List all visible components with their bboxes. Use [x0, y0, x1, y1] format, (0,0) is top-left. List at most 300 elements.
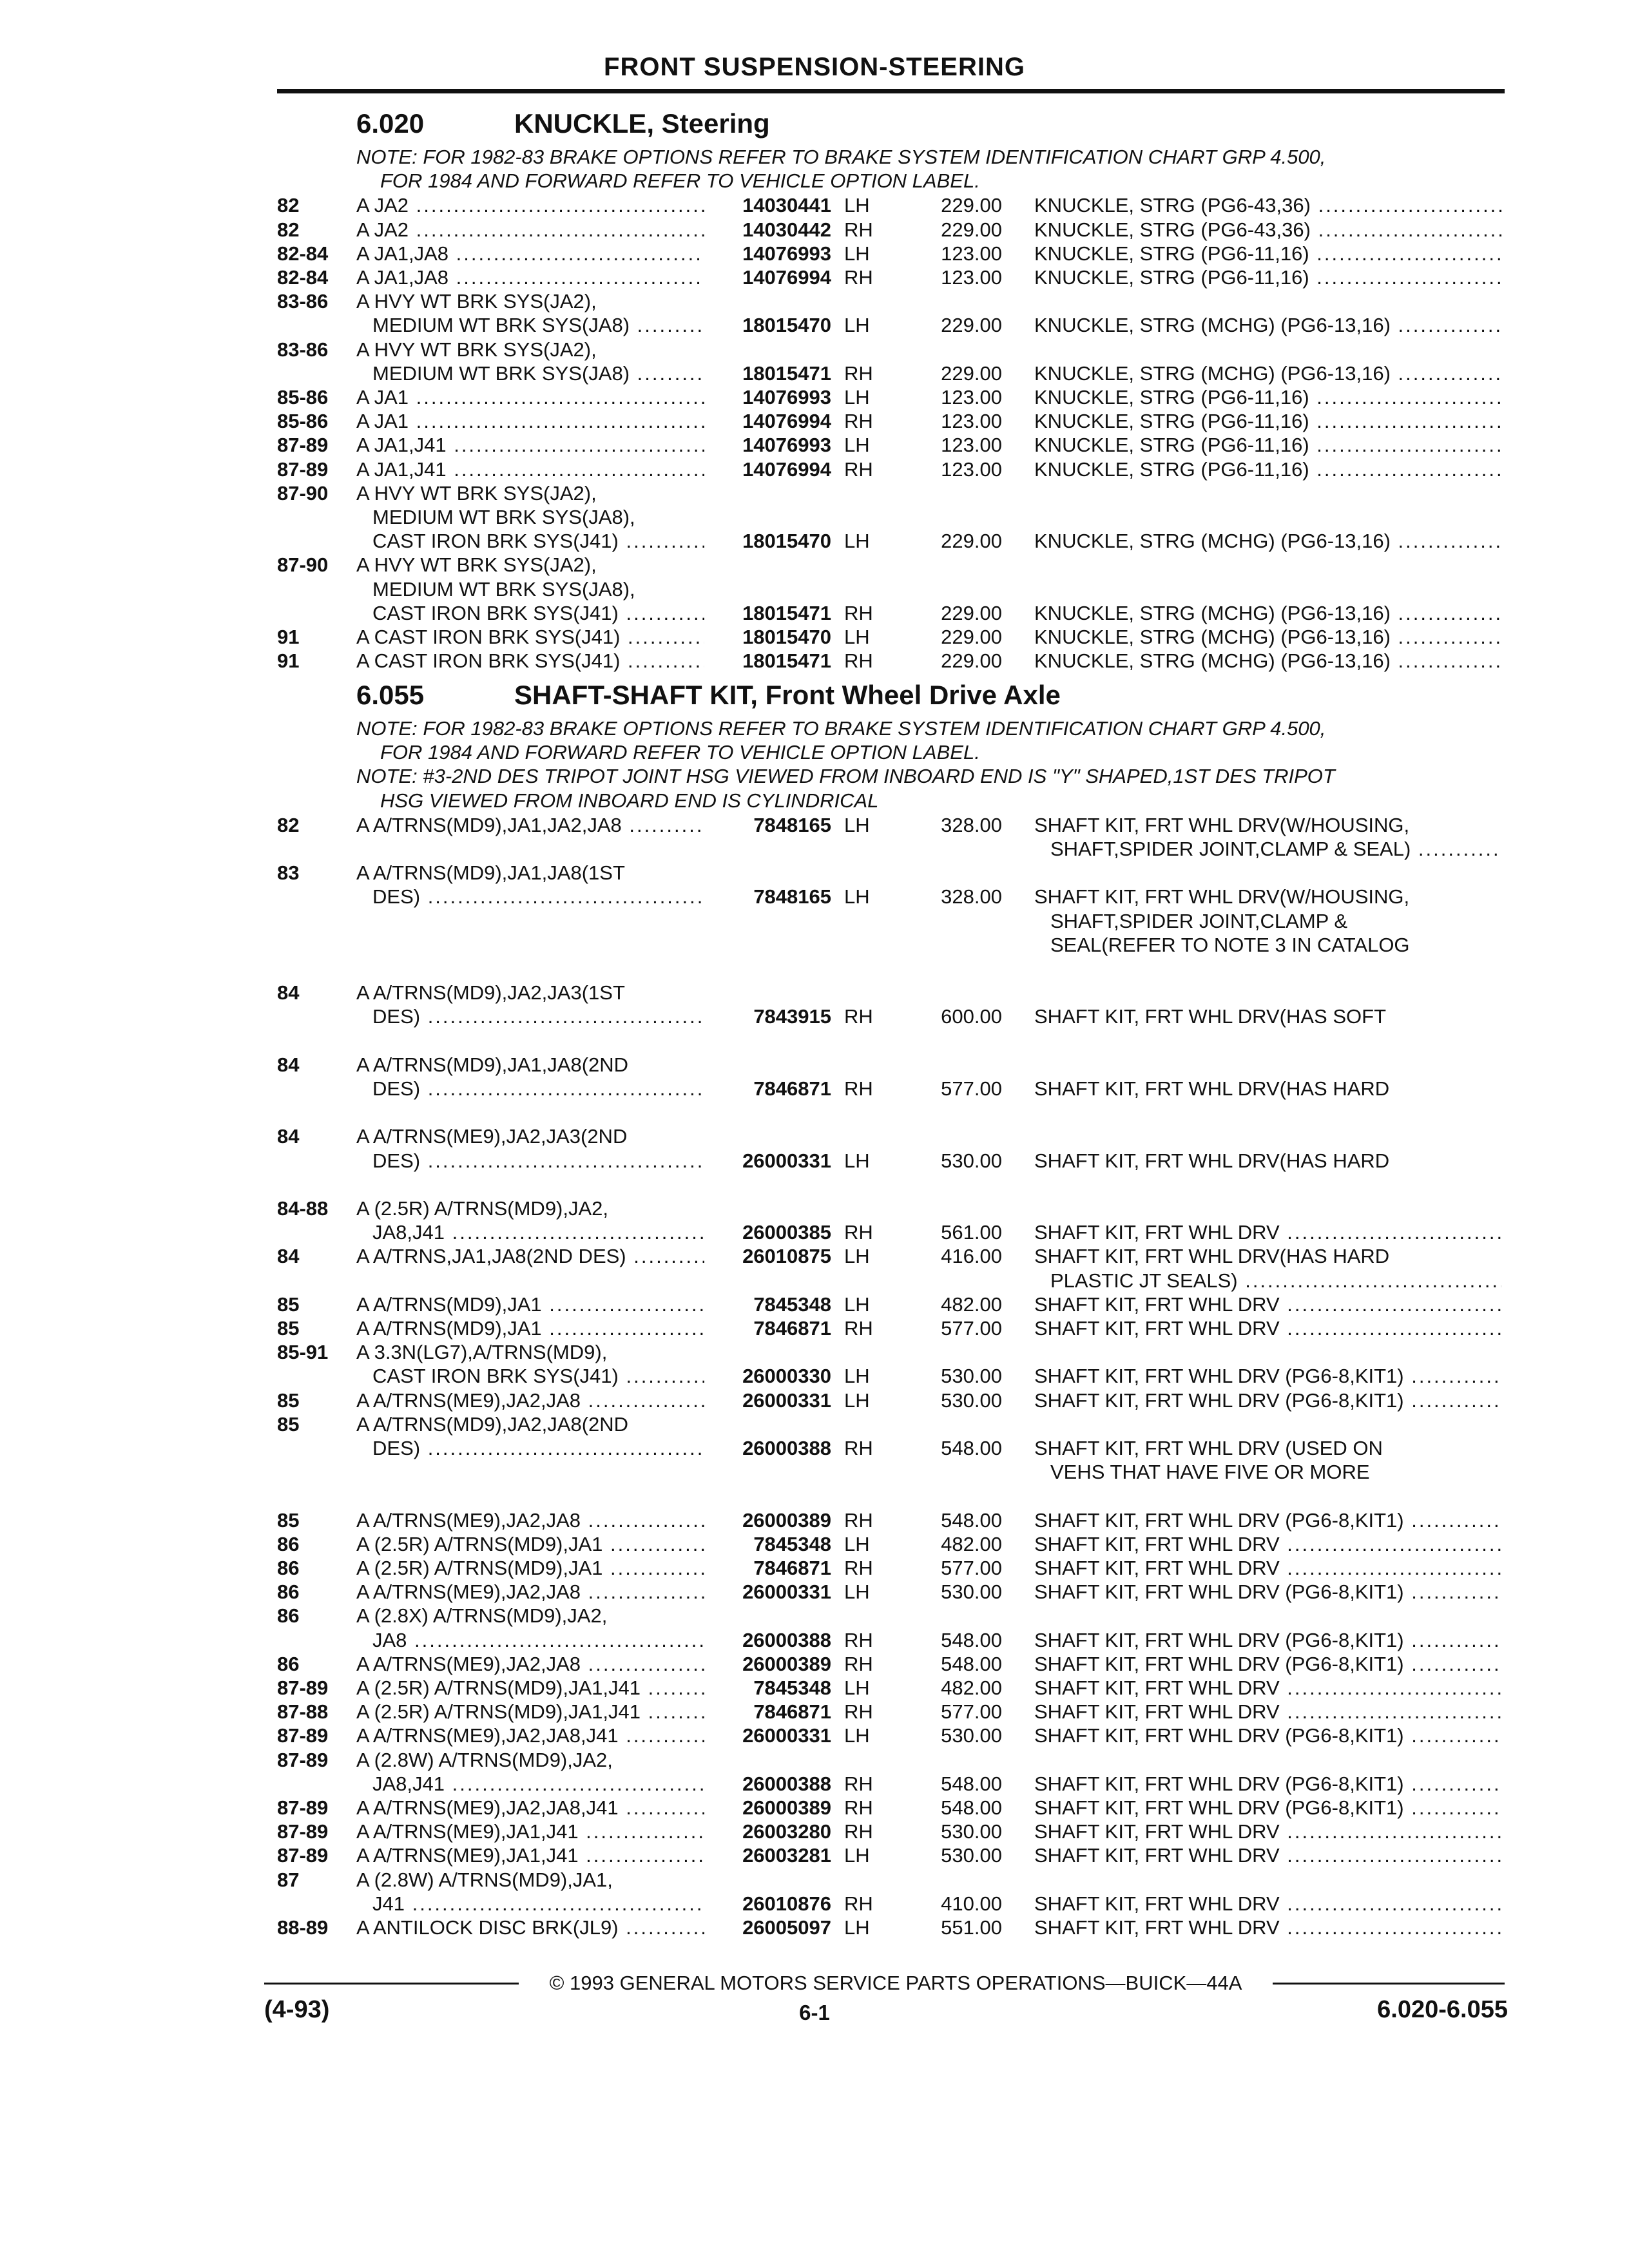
- price: 530.00: [941, 1149, 1002, 1172]
- model-application: A A/TRNS(MD9),JA1 .....: [356, 1316, 704, 1340]
- part-number: 18015471: [742, 649, 831, 673]
- part-number: 14076993: [742, 434, 831, 457]
- model-application: A A/TRNS(ME9),JA1,J41 .....: [356, 1820, 704, 1843]
- side: LH: [844, 1293, 870, 1316]
- price: 548.00: [941, 1628, 1002, 1651]
- part-description: KNUCKLE, STRG (PG6-43,36) .....: [1034, 218, 1501, 242]
- model-application: A A/TRNS(ME9),JA2,JA8 .....: [356, 1389, 704, 1412]
- table-row: [0, 1916, 1629, 1939]
- model-year: 85-86: [277, 386, 329, 408]
- model-application: CAST IRON BRK SYS(J41) .....: [372, 1364, 704, 1388]
- table-row: [0, 553, 1629, 577]
- table-row: [0, 1220, 1629, 1244]
- model-application: A ANTILOCK DISC BRK(JL9) .....: [356, 1916, 704, 1939]
- table-row: [0, 813, 1629, 837]
- model-year: 87: [277, 1868, 300, 1891]
- model-application: DES) .....: [372, 1149, 704, 1173]
- price: 530.00: [941, 1844, 1002, 1867]
- footer-copyright: © 1993 GENERAL MOTORS SERVICE PARTS OPERATIONS—BUICK—44A: [549, 1972, 1242, 1994]
- part-number: 18015471: [742, 601, 831, 624]
- side: RH: [844, 1652, 873, 1675]
- table-row: [0, 1196, 1629, 1220]
- price: 551.00: [941, 1916, 1002, 1939]
- table-row: [0, 1389, 1629, 1412]
- table-row: [0, 625, 1629, 649]
- part-description: SHAFT KIT, FRT WHL DRV .....: [1034, 1820, 1501, 1843]
- table-row: [0, 1748, 1629, 1772]
- part-number: 14030441: [742, 194, 831, 217]
- model-year: 87-90: [277, 481, 329, 505]
- model-application: DES) .....: [372, 885, 704, 908]
- price: 600.00: [941, 1005, 1002, 1028]
- side: RH: [844, 1437, 873, 1459]
- price: 229.00: [941, 530, 1002, 553]
- model-year: 83-86: [277, 290, 329, 313]
- price: 530.00: [941, 1389, 1002, 1412]
- model-application: J41 .....: [372, 1892, 704, 1916]
- part-description: PLASTIC JT SEALS) .....: [1050, 1269, 1501, 1293]
- model-application: A (2.5R) A/TRNS(MD9),JA1,J41 .....: [356, 1700, 704, 1724]
- model-application: A JA1 .....: [356, 409, 704, 433]
- price: 482.00: [941, 1677, 1002, 1699]
- model-application: A CAST IRON BRK SYS(J41) .....: [356, 625, 704, 649]
- section-title: [356, 108, 770, 139]
- side: RH: [844, 1221, 873, 1244]
- table-row: [0, 1436, 1629, 1460]
- side: RH: [844, 1508, 873, 1532]
- model-application: A HVY WT BRK SYS(JA2),: [356, 553, 597, 577]
- part-number: 7845348: [753, 1293, 831, 1316]
- model-year: 87-89: [277, 1724, 329, 1747]
- part-description: SHAFT KIT, FRT WHL DRV .....: [1034, 1676, 1501, 1700]
- side: LH: [844, 314, 870, 337]
- model-year: 85: [277, 1389, 300, 1412]
- model-application: A A/TRNS(MD9),JA2,JA3(1ST: [356, 981, 625, 1004]
- part-description: SHAFT KIT, FRT WHL DRV (PG6-8,KIT1) .....: [1034, 1364, 1501, 1388]
- table-row: [0, 1364, 1629, 1388]
- price: 123.00: [941, 457, 1002, 481]
- price: 482.00: [941, 1293, 1002, 1316]
- model-application: JA8,J41 .....: [372, 1220, 704, 1244]
- part-number: 14076994: [742, 457, 831, 481]
- model-year: 85: [277, 1412, 300, 1436]
- model-application: MEDIUM WT BRK SYS(JA8) .....: [372, 313, 704, 337]
- part-description: SHAFT KIT, FRT WHL DRV .....: [1034, 1556, 1501, 1580]
- model-year: 87-89: [277, 434, 329, 457]
- model-year: 87-88: [277, 1700, 329, 1724]
- model-year: 87-89: [277, 457, 329, 481]
- section-note: NOTE: #3-2ND DES TRIPOT JOINT HSG VIEWED FROM INBOARD END IS "Y" SHAPED,1ST DES TRIPOT: [356, 765, 1335, 788]
- price: 561.00: [941, 1221, 1002, 1244]
- side: RH: [844, 1317, 873, 1340]
- side: LH: [844, 434, 870, 457]
- table-row: [0, 1700, 1629, 1724]
- model-application: JA8 .....: [372, 1628, 704, 1652]
- model-year: 86: [277, 1581, 300, 1604]
- part-number: 26000388: [742, 1437, 831, 1459]
- part-description: SHAFT KIT, FRT WHL DRV (PG6-8,KIT1) .....: [1034, 1628, 1501, 1652]
- model-application: MEDIUM WT BRK SYS(JA8) .....: [372, 361, 704, 385]
- section-title: [356, 680, 1061, 711]
- part-description: SHAFT KIT, FRT WHL DRV .....: [1034, 1916, 1501, 1939]
- part-number: 26000331: [742, 1149, 831, 1172]
- part-description: KNUCKLE, STRG (PG6-11,16) .....: [1034, 457, 1501, 481]
- part-description: SHAFT KIT, FRT WHL DRV(HAS HARD: [1034, 1149, 1390, 1172]
- price: 577.00: [941, 1700, 1002, 1724]
- side: RH: [844, 1892, 873, 1915]
- model-year: 84: [277, 1053, 300, 1076]
- model-application: A JA1,J41 .....: [356, 457, 704, 481]
- table-row: [0, 1724, 1629, 1747]
- side: RH: [844, 361, 873, 385]
- part-description: KNUCKLE, STRG (PG6-11,16) .....: [1034, 385, 1501, 409]
- model-year: 85: [277, 1508, 300, 1532]
- side: RH: [844, 1628, 873, 1651]
- model-application: A A/TRNS(ME9),JA1,J41 .....: [356, 1843, 704, 1867]
- model-year: 91: [277, 626, 300, 648]
- table-row: [0, 1868, 1629, 1892]
- side: RH: [844, 410, 873, 433]
- part-description: SHAFT,SPIDER JOINT,CLAMP &: [1050, 909, 1348, 932]
- model-year: 85-86: [277, 410, 329, 433]
- part-number: 7843915: [753, 1005, 831, 1028]
- part-description: SHAFT KIT, FRT WHL DRV (PG6-8,KIT1) .....: [1034, 1796, 1501, 1820]
- table-row: [0, 481, 1629, 505]
- price: 123.00: [941, 266, 1002, 289]
- model-application: A (2.5R) A/TRNS(MD9),JA1,J41 .....: [356, 1676, 704, 1700]
- price: 577.00: [941, 1077, 1002, 1100]
- section-note: HSG VIEWED FROM INBOARD END IS CYLINDRICAL: [380, 789, 879, 812]
- part-description: SHAFT KIT, FRT WHL DRV (PG6-8,KIT1) .....: [1034, 1772, 1501, 1796]
- model-year: 84-88: [277, 1197, 329, 1220]
- part-description: SHAFT KIT, FRT WHL DRV(W/HOUSING,: [1034, 885, 1410, 908]
- part-number: 7848165: [753, 813, 831, 836]
- model-year: 84: [277, 981, 300, 1004]
- part-description: SHAFT KIT, FRT WHL DRV (PG6-8,KIT1) .....: [1034, 1580, 1501, 1604]
- model-application: MEDIUM WT BRK SYS(JA8),: [372, 577, 635, 601]
- part-description: KNUCKLE, STRG (MCHG) (PG6-13,16) .....: [1034, 649, 1501, 673]
- model-year: 82: [277, 194, 300, 217]
- part-number: 18015470: [742, 314, 831, 337]
- price: 123.00: [941, 434, 1002, 457]
- model-application: A A/TRNS(MD9),JA1,JA8(1ST: [356, 861, 625, 885]
- side: RH: [844, 1796, 873, 1819]
- table-row: [0, 242, 1629, 265]
- model-year: 86: [277, 1557, 300, 1579]
- table-row: [0, 1316, 1629, 1340]
- part-number: 26003280: [742, 1820, 831, 1843]
- part-description: SHAFT KIT, FRT WHL DRV .....: [1034, 1316, 1501, 1340]
- side: RH: [844, 1820, 873, 1843]
- price: 577.00: [941, 1557, 1002, 1579]
- model-application: A (2.5R) A/TRNS(MD9),JA1 .....: [356, 1532, 704, 1556]
- price: 548.00: [941, 1437, 1002, 1459]
- price: 548.00: [941, 1652, 1002, 1675]
- part-number: 14076993: [742, 386, 831, 408]
- part-description: SHAFT KIT, FRT WHL DRV .....: [1034, 1892, 1501, 1916]
- price: 410.00: [941, 1892, 1002, 1915]
- part-number: 18015470: [742, 530, 831, 553]
- table-row: [0, 909, 1629, 933]
- part-description: SHAFT KIT, FRT WHL DRV (USED ON: [1034, 1437, 1383, 1459]
- side: LH: [844, 1149, 870, 1172]
- part-number: 26000389: [742, 1796, 831, 1819]
- side: LH: [844, 242, 870, 265]
- side: RH: [844, 1077, 873, 1100]
- model-application: CAST IRON BRK SYS(J41) .....: [372, 529, 704, 553]
- price: 328.00: [941, 813, 1002, 836]
- model-application: A JA2 .....: [356, 218, 704, 242]
- part-description: SHAFT KIT, FRT WHL DRV .....: [1034, 1293, 1501, 1316]
- table-row: [0, 457, 1629, 481]
- price: 548.00: [941, 1772, 1002, 1795]
- model-application: A JA1,JA8 .....: [356, 242, 704, 265]
- part-description: SHAFT KIT, FRT WHL DRV .....: [1034, 1532, 1501, 1556]
- price: 229.00: [941, 218, 1002, 241]
- footer-section-range: 6.020-6.055: [1377, 1996, 1508, 2023]
- part-number: 7846871: [753, 1557, 831, 1579]
- side: RH: [844, 1557, 873, 1579]
- footer-rule-left: [264, 1983, 519, 1984]
- price: 416.00: [941, 1245, 1002, 1268]
- model-application: A A/TRNS(MD9),JA2,JA8(2ND: [356, 1412, 629, 1436]
- table-row: [0, 1244, 1629, 1268]
- part-description: SHAFT,SPIDER JOINT,CLAMP & SEAL) .....: [1050, 837, 1501, 861]
- model-application: A JA1,JA8 .....: [356, 265, 704, 289]
- part-description: KNUCKLE, STRG (PG6-11,16) .....: [1034, 265, 1501, 289]
- model-application: A 3.3N(LG7),A/TRNS(MD9),: [356, 1341, 608, 1364]
- part-number: 26000389: [742, 1652, 831, 1675]
- model-year: 91: [277, 649, 300, 673]
- side: LH: [844, 1844, 870, 1867]
- price: 229.00: [941, 361, 1002, 385]
- section-note: FOR 1984 AND FORWARD REFER TO VEHICLE OPTION LABEL.: [380, 741, 980, 764]
- header-rule: [277, 89, 1505, 93]
- page-title: FRONT SUSPENSION-STEERING: [604, 53, 1025, 81]
- part-number: 26000330: [742, 1365, 831, 1388]
- table-row: [0, 1293, 1629, 1316]
- model-year: 82-84: [277, 266, 329, 289]
- table-row: [0, 1149, 1629, 1173]
- table-row: [0, 1269, 1629, 1293]
- model-application: DES) .....: [372, 1077, 704, 1100]
- table-row: [0, 1820, 1629, 1843]
- table-row: [0, 1843, 1629, 1867]
- part-number: 26000388: [742, 1772, 831, 1795]
- section-name: SHAFT-SHAFT KIT, Front Wheel Drive Axle: [514, 680, 1061, 710]
- side: LH: [844, 194, 870, 217]
- part-number: 26005097: [742, 1916, 831, 1939]
- part-description: SEAL(REFER TO NOTE 3 IN CATALOG: [1050, 933, 1410, 956]
- part-number: 26000331: [742, 1581, 831, 1604]
- table-row: [0, 1124, 1629, 1148]
- side: LH: [844, 1724, 870, 1747]
- model-application: A HVY WT BRK SYS(JA2),: [356, 290, 597, 313]
- table-row: [0, 601, 1629, 625]
- model-year: 82-84: [277, 242, 329, 265]
- table-row: [0, 861, 1629, 885]
- part-number: 26000389: [742, 1508, 831, 1532]
- part-number: 26010876: [742, 1892, 831, 1915]
- part-number: 14076993: [742, 242, 831, 265]
- part-number: 18015471: [742, 361, 831, 385]
- model-year: 87-89: [277, 1844, 329, 1867]
- part-description: VEHS THAT HAVE FIVE OR MORE: [1050, 1461, 1370, 1484]
- side: LH: [844, 813, 870, 836]
- part-number: 7846871: [753, 1700, 831, 1724]
- price: 530.00: [941, 1724, 1002, 1747]
- table-row: [0, 1892, 1629, 1916]
- side: LH: [844, 1245, 870, 1268]
- price: 328.00: [941, 885, 1002, 908]
- part-number: 7845348: [753, 1532, 831, 1555]
- section-number: 6.055: [356, 680, 425, 710]
- table-row: [0, 338, 1629, 361]
- price: 530.00: [941, 1581, 1002, 1604]
- table-row: [0, 218, 1629, 242]
- table-row: [0, 933, 1629, 957]
- table-row: [0, 361, 1629, 385]
- part-description: SHAFT KIT, FRT WHL DRV (PG6-8,KIT1) .....: [1034, 1652, 1501, 1676]
- model-application: A A/TRNS(ME9),JA2,JA8,J41 .....: [356, 1796, 704, 1820]
- table-row: [0, 577, 1629, 601]
- part-number: 14076994: [742, 410, 831, 433]
- model-year: 88-89: [277, 1916, 329, 1939]
- part-description: SHAFT KIT, FRT WHL DRV(HAS SOFT: [1034, 1005, 1387, 1028]
- model-year: 84: [277, 1125, 300, 1148]
- side: RH: [844, 218, 873, 241]
- model-application: A (2.5R) A/TRNS(MD9),JA1 .....: [356, 1556, 704, 1580]
- side: LH: [844, 626, 870, 648]
- model-year: 82: [277, 218, 300, 241]
- price: 229.00: [941, 649, 1002, 673]
- price: 229.00: [941, 314, 1002, 337]
- model-year: 86: [277, 1652, 300, 1675]
- price: 229.00: [941, 194, 1002, 217]
- table-row: [0, 1580, 1629, 1604]
- section-note: NOTE: FOR 1982-83 BRAKE OPTIONS REFER TO BRAKE SYSTEM IDENTIFICATION CHART GRP 4.500,: [356, 717, 1326, 740]
- model-year: 84: [277, 1245, 300, 1268]
- table-row: [0, 265, 1629, 289]
- model-application: CAST IRON BRK SYS(J41) .....: [372, 601, 704, 625]
- model-application: A A/TRNS(ME9),JA2,JA8,J41 .....: [356, 1724, 704, 1747]
- model-application: A CAST IRON BRK SYS(J41) .....: [356, 649, 704, 673]
- side: RH: [844, 1772, 873, 1795]
- table-row: [0, 981, 1629, 1004]
- model-application: A A/TRNS(ME9),JA2,JA8 .....: [356, 1508, 704, 1532]
- part-number: 7848165: [753, 885, 831, 908]
- side: LH: [844, 530, 870, 553]
- model-application: A HVY WT BRK SYS(JA2),: [356, 481, 597, 505]
- model-year: 83: [277, 861, 300, 885]
- side: LH: [844, 1677, 870, 1699]
- model-application: A HVY WT BRK SYS(JA2),: [356, 338, 597, 361]
- part-number: 14076994: [742, 266, 831, 289]
- footer-page-number: 6-1: [799, 2001, 830, 2024]
- price: 482.00: [941, 1532, 1002, 1555]
- model-year: 83-86: [277, 338, 329, 361]
- part-description: SHAFT KIT, FRT WHL DRV .....: [1034, 1220, 1501, 1244]
- model-application: A (2.8X) A/TRNS(MD9),JA2,: [356, 1604, 608, 1628]
- table-row: [0, 1676, 1629, 1700]
- table-row: [0, 1412, 1629, 1436]
- table-row: [0, 649, 1629, 673]
- table-row: [0, 505, 1629, 529]
- side: LH: [844, 1365, 870, 1388]
- table-row: [0, 1628, 1629, 1652]
- section-name: KNUCKLE, Steering: [514, 108, 770, 139]
- side: LH: [844, 885, 870, 908]
- model-year: 87-89: [277, 1677, 329, 1699]
- part-number: 26000385: [742, 1221, 831, 1244]
- part-number: 26000331: [742, 1724, 831, 1747]
- part-description: KNUCKLE, STRG (PG6-11,16) .....: [1034, 242, 1501, 265]
- part-description: SHAFT KIT, FRT WHL DRV(HAS HARD: [1034, 1077, 1390, 1100]
- model-application: A (2.8W) A/TRNS(MD9),JA2,: [356, 1748, 613, 1771]
- table-row: [0, 313, 1629, 337]
- price: 530.00: [941, 1820, 1002, 1843]
- model-application: A A/TRNS(ME9),JA2,JA3(2ND: [356, 1125, 628, 1148]
- price: 548.00: [941, 1796, 1002, 1819]
- table-row: [0, 1652, 1629, 1676]
- side: RH: [844, 457, 873, 481]
- part-number: 14030442: [742, 218, 831, 241]
- table-row: [0, 1772, 1629, 1796]
- side: LH: [844, 1532, 870, 1555]
- table-row: [0, 1556, 1629, 1580]
- model-year: 85-91: [277, 1341, 329, 1364]
- model-application: A A/TRNS(MD9),JA1,JA8(2ND: [356, 1053, 629, 1076]
- model-application: A A/TRNS(ME9),JA2,JA8 .....: [356, 1652, 704, 1676]
- part-description: KNUCKLE, STRG (MCHG) (PG6-13,16) .....: [1034, 529, 1501, 553]
- part-number: 26003281: [742, 1844, 831, 1867]
- side: LH: [844, 1389, 870, 1412]
- side: LH: [844, 1916, 870, 1939]
- model-year: 87-89: [277, 1820, 329, 1843]
- part-description: SHAFT KIT, FRT WHL DRV (PG6-8,KIT1) .....: [1034, 1724, 1501, 1747]
- model-application: A (2.5R) A/TRNS(MD9),JA2,: [356, 1197, 609, 1220]
- part-description: SHAFT KIT, FRT WHL DRV .....: [1034, 1700, 1501, 1724]
- part-description: SHAFT KIT, FRT WHL DRV (PG6-8,KIT1) .....: [1034, 1508, 1501, 1532]
- model-year: 85: [277, 1317, 300, 1340]
- table-row: [0, 1532, 1629, 1556]
- model-application: A A/TRNS(ME9),JA2,JA8 .....: [356, 1580, 704, 1604]
- side: RH: [844, 649, 873, 673]
- part-number: 7845348: [753, 1677, 831, 1699]
- model-year: 86: [277, 1532, 300, 1555]
- table-row: [0, 1077, 1629, 1100]
- section-note: FOR 1984 AND FORWARD REFER TO VEHICLE OPTION LABEL.: [380, 169, 980, 193]
- model-application: A A/TRNS(MD9),JA1 .....: [356, 1293, 704, 1316]
- table-row: [0, 1604, 1629, 1628]
- price: 229.00: [941, 601, 1002, 624]
- side: RH: [844, 1700, 873, 1724]
- model-application: A (2.8W) A/TRNS(MD9),JA1,: [356, 1868, 613, 1891]
- part-description: KNUCKLE, STRG (PG6-11,16) .....: [1034, 433, 1501, 457]
- part-number: 7846871: [753, 1317, 831, 1340]
- part-description: SHAFT KIT, FRT WHL DRV(W/HOUSING,: [1034, 813, 1410, 836]
- model-year: 87-89: [277, 1796, 329, 1819]
- part-description: KNUCKLE, STRG (MCHG) (PG6-13,16) .....: [1034, 625, 1501, 649]
- part-description: SHAFT KIT, FRT WHL DRV .....: [1034, 1843, 1501, 1867]
- model-year: 87-89: [277, 1748, 329, 1771]
- table-row: [0, 385, 1629, 409]
- price: 123.00: [941, 242, 1002, 265]
- table-row: [0, 837, 1629, 861]
- table-row: [0, 1796, 1629, 1820]
- part-description: SHAFT KIT, FRT WHL DRV (PG6-8,KIT1) .....: [1034, 1389, 1501, 1412]
- price: 123.00: [941, 386, 1002, 408]
